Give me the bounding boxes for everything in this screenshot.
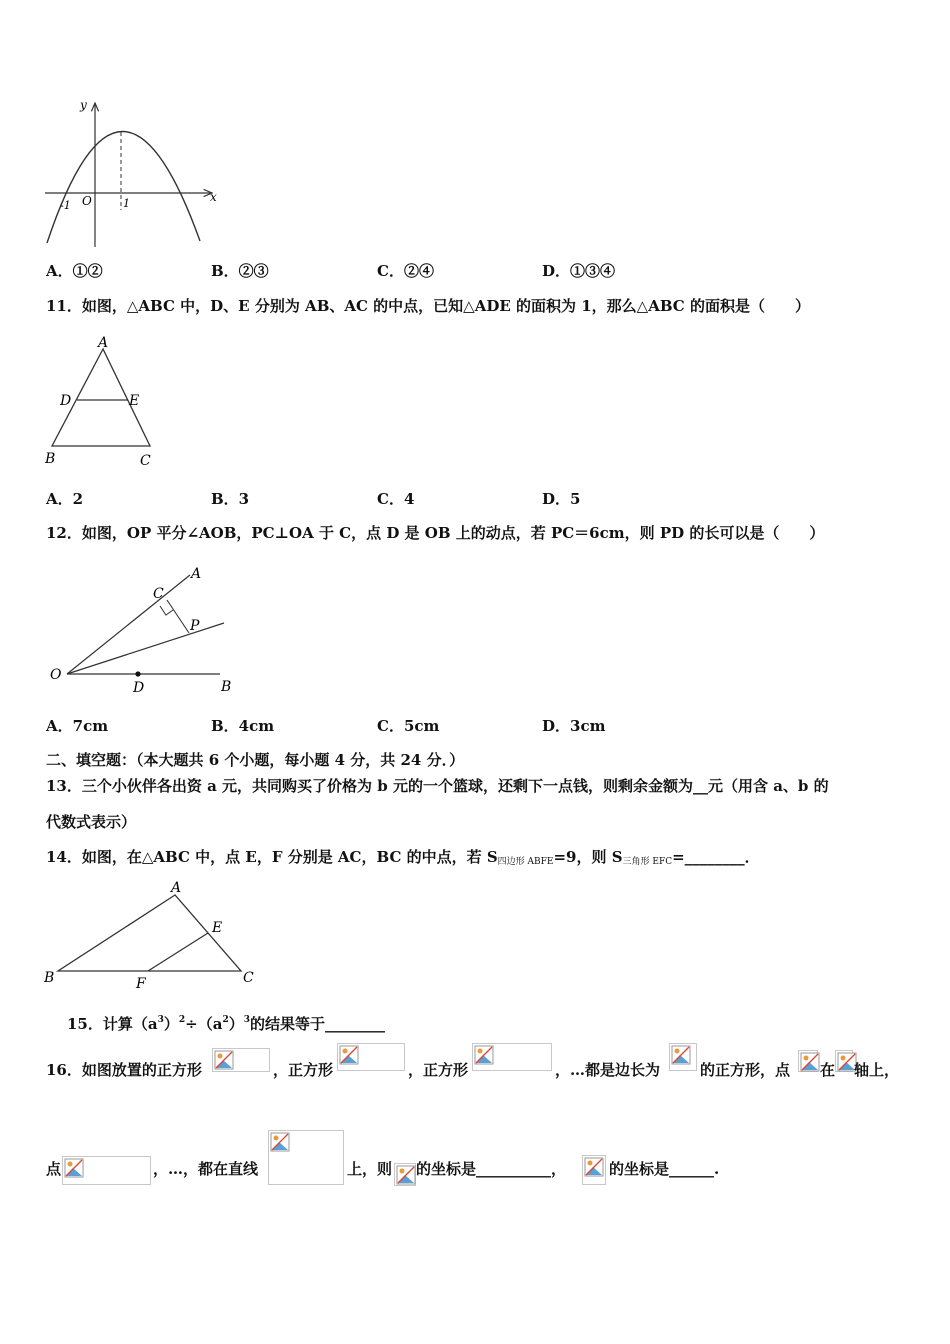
q14-text — [46, 846, 760, 867]
y-label: y — [80, 98, 87, 112]
q12-option-d[interactable]: D．3cm — [542, 717, 606, 735]
q15-mid3: ） — [228, 1015, 244, 1033]
q15-pre: 15．计算（a — [67, 1015, 158, 1033]
label-a: A — [191, 566, 202, 582]
q14-mid: =9，则 S — [553, 848, 623, 866]
neg-one-label: -1 — [60, 199, 71, 212]
point-d — [135, 671, 140, 676]
q15-sup3: 2 — [222, 1015, 229, 1025]
broken-image-icon — [582, 1155, 606, 1185]
q14-pre: 14．如图，在△ABC 中，点 E，F 分别是 AC，BC 的中点，若 S — [46, 848, 498, 866]
one-label: 1 — [123, 197, 130, 210]
broken-image-icon — [212, 1048, 270, 1072]
angle-bisector-figure — [40, 560, 250, 700]
q15-post: 的结果等于________ — [249, 1015, 385, 1033]
q10-option-c[interactable]: C．②④ — [377, 262, 434, 280]
label-a: A — [98, 335, 109, 351]
q16-l1-c: ，正方形 — [408, 1061, 469, 1079]
parabola-curve — [47, 131, 200, 243]
broken-image-icon — [669, 1043, 697, 1071]
q11-option-a[interactable]: A．2 — [46, 490, 84, 508]
q11-option-c[interactable]: C．4 — [377, 490, 415, 508]
q12-option-a[interactable]: A．7cm — [46, 717, 109, 735]
broken-image-icon — [835, 1050, 853, 1072]
broken-image-icon — [472, 1043, 552, 1071]
label-c: C — [153, 586, 164, 602]
broken-image-icon — [62, 1156, 151, 1185]
origin-label: O — [82, 194, 92, 208]
q11-text: 11．如图，△ABC 中，D、E 分别为 AB、AC 的中点，已知△ADE 的面积为 1，那么△ABC 的面积是（ ） — [46, 297, 810, 315]
segment-pc — [167, 600, 189, 633]
q14-post: =________． — [672, 848, 760, 866]
q16-l1-d: ，…都是边长为 — [555, 1061, 661, 1079]
q16-l2-c: 上，则 — [347, 1160, 393, 1178]
q11-option-d[interactable]: D．5 — [542, 490, 581, 508]
label-d: D — [60, 393, 72, 409]
q15-sup2: 2 — [178, 1015, 186, 1025]
q15-sup4: 3 — [243, 1015, 250, 1025]
triangle-ade-figure — [40, 333, 170, 473]
label-e: E — [212, 920, 223, 936]
q15-mid2: ÷（a — [185, 1015, 223, 1033]
q10-option-b[interactable]: B．②③ — [211, 262, 269, 280]
segment-ef — [148, 933, 208, 971]
broken-image-icon — [337, 1043, 405, 1071]
q13-line1: 13．三个小伙伴各出资 a 元，共同购买了价格为 b 元的一个篮球，还剩下一点钱，则剩余金额为__元（用含 a、b 的 — [46, 777, 829, 795]
broken-image-icon — [268, 1130, 344, 1185]
label-b: B — [221, 679, 232, 695]
q16-l1-g: 轴上， — [854, 1061, 900, 1079]
ray-oa — [67, 575, 190, 674]
section-heading: 二、填空题：（本大题共 6 个小题，每小题 4 分，共 24 分．） — [46, 751, 465, 769]
q16-l1-f: 在 — [820, 1061, 836, 1079]
triangle-efc-figure — [40, 878, 265, 993]
x-label: x — [210, 190, 217, 204]
q12-text: 12．如图，OP 平分∠AOB，PC⊥OA 于 C，点 D 是 OB 上的动点，若 PC＝6cm，则 PD 的长可以是（ ） — [46, 524, 825, 542]
q15-mid1: ） — [163, 1015, 179, 1033]
q10-option-d[interactable]: D．①③④ — [542, 262, 616, 280]
broken-image-icon — [798, 1050, 818, 1072]
q16-l2-b: ，…，都在直线 — [153, 1160, 259, 1178]
q16-l2-e: 的坐标是______. — [609, 1160, 720, 1178]
parabola-graph — [40, 95, 230, 255]
q15-sup1: 3 — [157, 1015, 164, 1025]
broken-image-icon — [394, 1163, 416, 1186]
label-b: B — [44, 970, 55, 986]
label-d: D — [133, 680, 145, 696]
q16-l2-d: 的坐标是__________， — [416, 1160, 567, 1178]
label-c: C — [140, 453, 151, 469]
label-o: O — [50, 667, 62, 683]
right-angle-mark — [160, 606, 173, 615]
label-c: C — [243, 970, 254, 986]
q15-text — [67, 1013, 385, 1034]
q16-l1-b: ，正方形 — [273, 1061, 334, 1079]
label-p: P — [190, 618, 200, 634]
q11-option-b[interactable]: B．3 — [211, 490, 250, 508]
q16-l1-e: 的正方形，点 — [700, 1061, 791, 1079]
q12-option-c[interactable]: C．5cm — [377, 717, 440, 735]
q14-sub1: 四边形 ABFE — [497, 857, 554, 867]
label-b: B — [45, 451, 56, 467]
q16-l1-a: 16．如图放置的正方形 — [46, 1061, 202, 1079]
q16-l2-a: 点 — [46, 1160, 62, 1178]
label-f: F — [136, 976, 146, 992]
q12-option-b[interactable]: B．4cm — [211, 717, 275, 735]
q10-option-a[interactable]: A．①② — [46, 262, 103, 280]
label-a: A — [171, 880, 182, 896]
ray-op — [67, 623, 224, 674]
q13-line2: 代数式表示） — [46, 813, 137, 831]
label-e: E — [129, 393, 140, 409]
q14-sub2: 三角形 EFC — [622, 857, 673, 867]
